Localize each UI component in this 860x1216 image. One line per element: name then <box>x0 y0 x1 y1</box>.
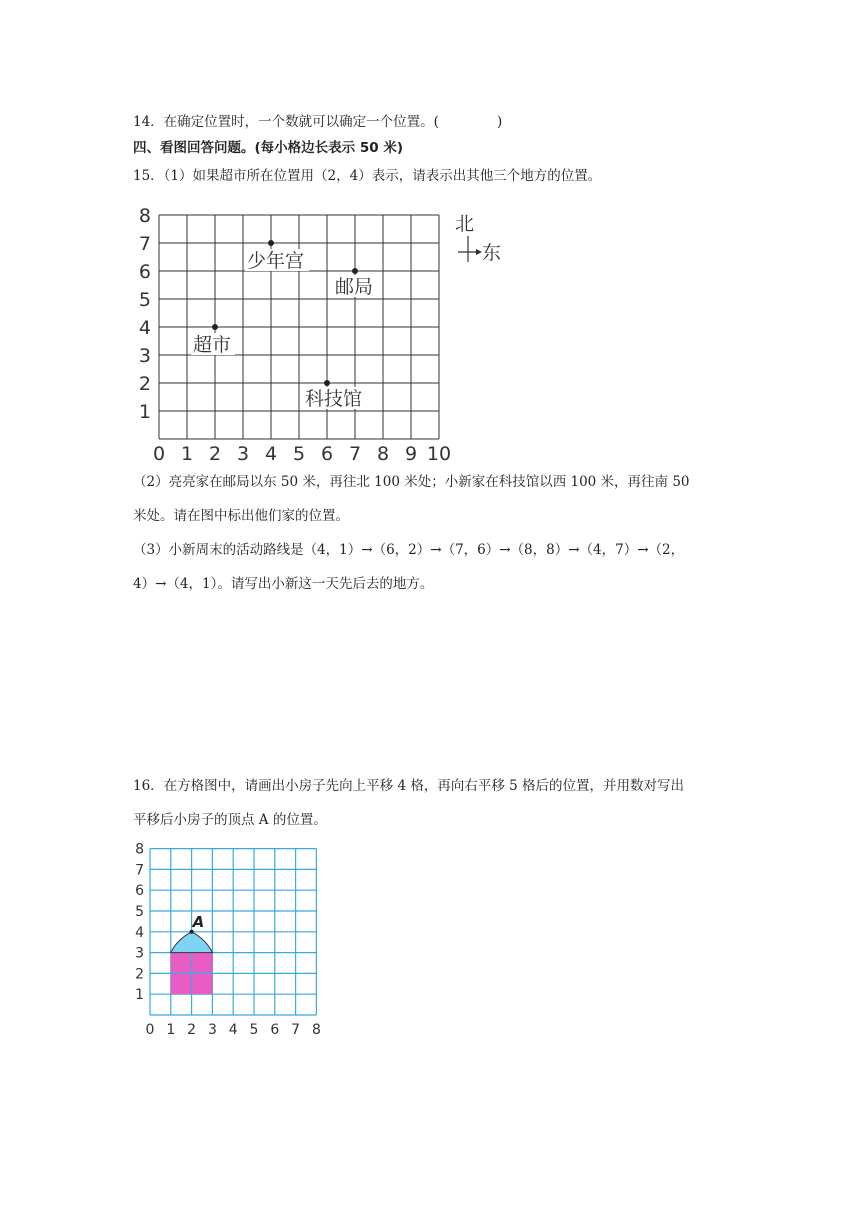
y-tick-label: 7 <box>138 233 151 255</box>
y-tick-label: 7 <box>135 862 144 879</box>
x-tick-label: 8 <box>376 443 390 465</box>
compass-north-label: 北 <box>455 213 475 235</box>
x-tick-label: 0 <box>145 1022 155 1038</box>
question-14-close: ) <box>496 114 503 130</box>
x-tick-label: 8 <box>311 1022 321 1038</box>
y-tick-label: 2 <box>135 966 144 983</box>
vertex-a-label: A <box>192 912 205 931</box>
x-tick-label: 4 <box>264 443 278 465</box>
y-tick-label: 6 <box>135 883 144 900</box>
y-tick-label: 1 <box>135 987 144 1004</box>
point-label: 科技馆 <box>305 388 363 410</box>
question-14 <box>133 112 502 132</box>
y-tick-label: 8 <box>135 841 144 858</box>
location-point <box>268 240 274 246</box>
y-tick-label: 5 <box>135 904 144 920</box>
y-tick-label: 4 <box>135 924 144 941</box>
question-14-text: 14．在确定位置时，一个数就可以确定一个位置。( <box>133 114 439 130</box>
question-16-line1: 16．在方格图中，请画出小房子先向上平移 4 格，再向右平移 5 格后的位置，并用数对写出 <box>133 778 685 794</box>
x-tick-label: 7 <box>291 1022 301 1038</box>
x-tick-label: 3 <box>236 443 250 465</box>
question-15-part3-line1: （3）小新周末的活动路线是（4，1）→（6，2）→（7，6）→（8，8）→（4，7）→（2， <box>133 542 685 558</box>
x-tick-label: 1 <box>180 443 194 465</box>
x-tick-label: 5 <box>292 443 306 465</box>
section-heading: 四、看图回答问题。(每小格边长表示 50 米) <box>133 140 404 156</box>
question-15-part2-line1: （2）亮亮家在邮局以东 50 米，再往北 100 米处；小新家在科技馆以西 100 米，再往南 50 <box>133 474 690 490</box>
location-point <box>352 268 358 274</box>
y-tick-label: 3 <box>138 345 151 367</box>
location-map-chart <box>130 200 530 470</box>
location-point <box>212 324 218 330</box>
y-tick-label: 6 <box>138 261 151 283</box>
x-tick-label: 6 <box>270 1022 280 1038</box>
x-tick-label: 2 <box>208 443 222 465</box>
y-tick-label: 5 <box>138 289 151 311</box>
x-tick-label: 0 <box>152 443 166 465</box>
question-15-part2-line2: 米处。请在图中标出他们家的位置。 <box>133 508 349 524</box>
y-tick-label: 2 <box>138 373 151 395</box>
y-tick-label: 4 <box>138 317 151 339</box>
compass-east-label: 东 <box>482 242 502 264</box>
x-tick-label: 7 <box>348 443 362 465</box>
point-label: 少年宫 <box>247 250 305 272</box>
x-tick-label: 6 <box>320 443 334 465</box>
question-15-part3-line2: 4）→（4，1）。请写出小新这一天先后去的地方。 <box>133 576 434 592</box>
x-tick-label: 4 <box>228 1022 238 1038</box>
x-tick-label: 2 <box>187 1022 197 1038</box>
house-roof <box>171 932 213 953</box>
question-15-part1: 15．（1）如果超市所在位置用（2，4）表示，请表示出其他三个地方的位置。 <box>133 168 602 184</box>
y-tick-label: 1 <box>138 401 151 423</box>
x-tick-label: 9 <box>404 443 418 465</box>
point-label: 超市 <box>193 334 232 356</box>
house-grid-chart <box>128 838 338 1043</box>
y-tick-label: 3 <box>135 945 144 962</box>
x-tick-label: 10 <box>426 443 452 465</box>
y-tick-label: 8 <box>138 205 151 227</box>
x-tick-label: 1 <box>166 1022 176 1038</box>
question-16-line2: 平移后小房子的顶点 A 的位置。 <box>133 812 327 828</box>
point-label: 邮局 <box>335 276 374 298</box>
x-tick-label: 3 <box>207 1022 217 1038</box>
location-point <box>324 380 330 386</box>
x-tick-label: 5 <box>249 1022 259 1038</box>
